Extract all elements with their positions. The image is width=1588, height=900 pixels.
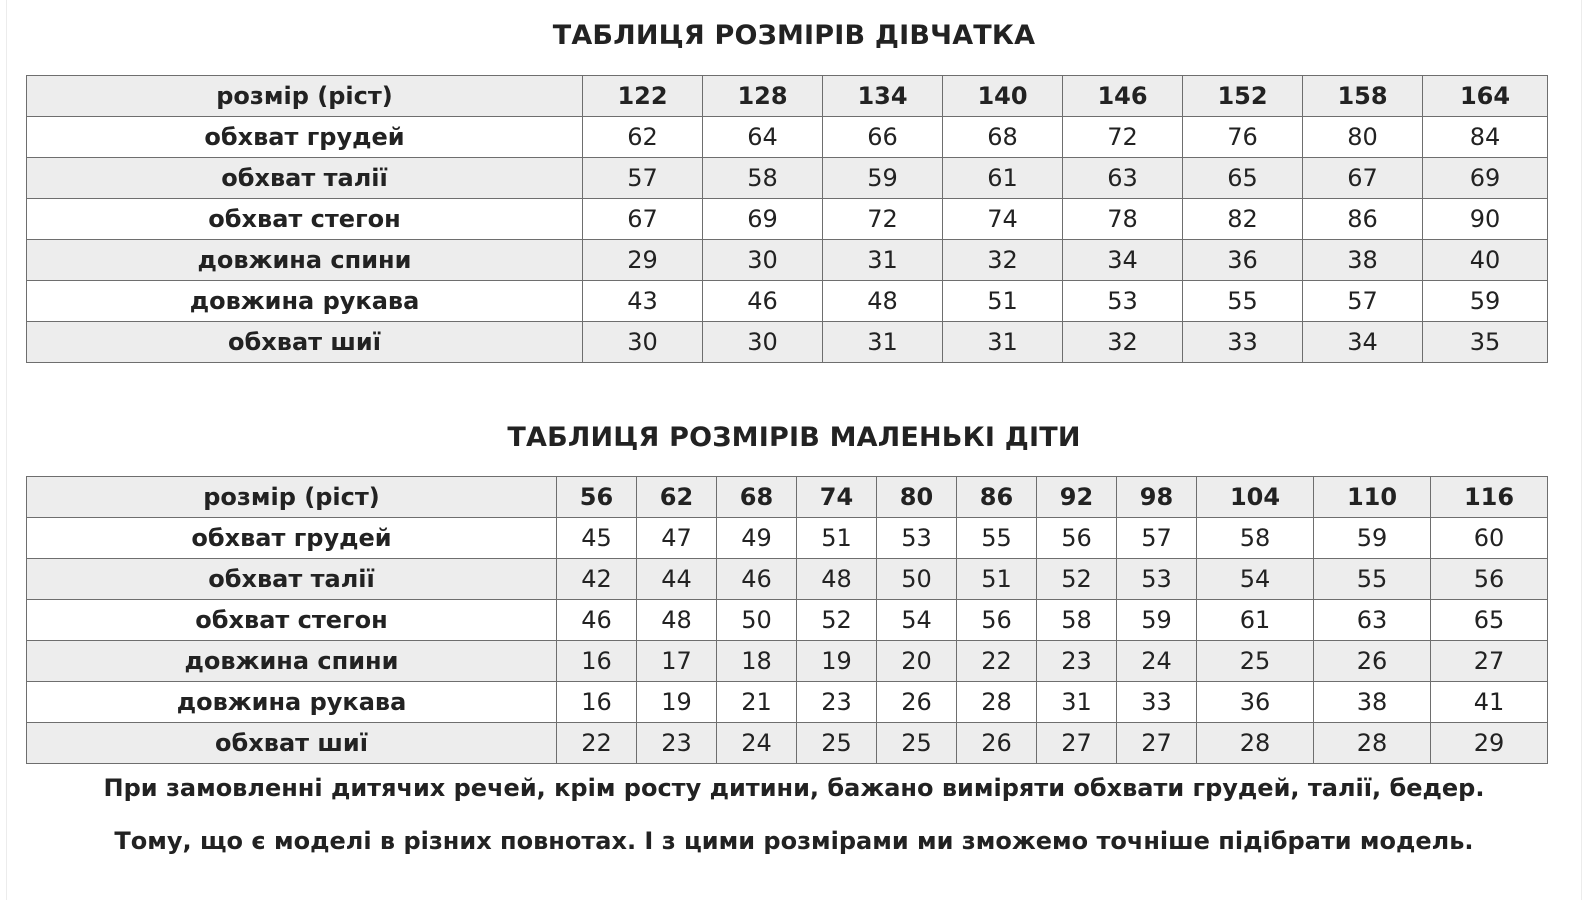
measurement-value-cell: 59 (1314, 518, 1431, 559)
table-row (27, 322, 1548, 363)
fullness-note: Тому, що є моделі в різних повнотах. І з цими розмірами ми зможемо точніше підібрати модель. (114, 827, 1474, 855)
measurement-value-cell: 76 (1183, 117, 1303, 158)
measurement-value-cell: 20 (877, 641, 957, 682)
measurement-label-cell: обхват талії (27, 158, 583, 199)
measurement-value-cell: 18 (717, 641, 797, 682)
measurement-value-cell: 44 (637, 559, 717, 600)
size-header-cell: 104 (1197, 477, 1314, 518)
girls-size-table-title: ТАБЛИЦЯ РОЗМІРІВ ДІВЧАТКА (552, 20, 1036, 51)
table-row (27, 240, 1548, 281)
size-header-cell: 74 (797, 477, 877, 518)
measurement-value-cell: 25 (797, 723, 877, 764)
measurement-value-cell: 25 (1197, 641, 1314, 682)
table-row (27, 723, 1548, 764)
measurement-value-cell: 72 (1063, 117, 1183, 158)
measurement-value-cell: 40 (1423, 240, 1548, 281)
measurement-value-cell: 51 (957, 559, 1037, 600)
measurement-value-cell: 34 (1063, 240, 1183, 281)
measurement-value-cell: 53 (877, 518, 957, 559)
measurement-value-cell: 35 (1423, 322, 1548, 363)
measurement-value-cell: 56 (1037, 518, 1117, 559)
measurement-value-cell: 62 (583, 117, 703, 158)
measurement-value-cell: 78 (1063, 199, 1183, 240)
size-header-cell: 62 (637, 477, 717, 518)
measurement-value-cell: 58 (703, 158, 823, 199)
measurement-value-cell: 31 (943, 322, 1063, 363)
measurement-value-cell: 33 (1117, 682, 1197, 723)
measurement-value-cell: 27 (1037, 723, 1117, 764)
size-header-cell: 116 (1431, 477, 1548, 518)
measurement-value-cell: 22 (557, 723, 637, 764)
measurement-value-cell: 63 (1314, 600, 1431, 641)
measurement-value-cell: 43 (583, 281, 703, 322)
size-header-cell: 68 (717, 477, 797, 518)
measurement-value-cell: 36 (1197, 682, 1314, 723)
table-header-row (27, 477, 1548, 518)
measurement-value-cell: 24 (717, 723, 797, 764)
measurement-value-cell: 31 (823, 322, 943, 363)
table-row (27, 600, 1548, 641)
measurement-value-cell: 69 (1423, 158, 1548, 199)
measurement-value-cell: 80 (1303, 117, 1423, 158)
measurement-value-cell: 58 (1197, 518, 1314, 559)
measurement-value-cell: 52 (797, 600, 877, 641)
size-header-cell: 146 (1063, 76, 1183, 117)
size-header-cell: 56 (557, 477, 637, 518)
size-header-cell: 110 (1314, 477, 1431, 518)
measurement-value-cell: 48 (823, 281, 943, 322)
measurement-label-cell: обхват стегон (27, 199, 583, 240)
measurement-value-cell: 59 (823, 158, 943, 199)
measurement-value-cell: 61 (943, 158, 1063, 199)
size-header-cell: 164 (1423, 76, 1548, 117)
measurement-value-cell: 64 (703, 117, 823, 158)
size-header-cell: 86 (957, 477, 1037, 518)
measurement-value-cell: 57 (1303, 281, 1423, 322)
measurement-value-cell: 46 (717, 559, 797, 600)
size-header-cell: 152 (1183, 76, 1303, 117)
measurement-value-cell: 48 (797, 559, 877, 600)
size-header-cell: 98 (1117, 477, 1197, 518)
size-header-cell: 122 (583, 76, 703, 117)
measurement-value-cell: 28 (1197, 723, 1314, 764)
measurement-value-cell: 22 (957, 641, 1037, 682)
measurement-value-cell: 41 (1431, 682, 1548, 723)
measurement-label-cell: довжина рукава (27, 682, 557, 723)
measurement-value-cell: 63 (1063, 158, 1183, 199)
table-row (27, 117, 1548, 158)
table-row (27, 199, 1548, 240)
measurement-value-cell: 53 (1117, 559, 1197, 600)
measurement-value-cell: 57 (583, 158, 703, 199)
measurement-value-cell: 29 (1431, 723, 1548, 764)
measurement-value-cell: 21 (717, 682, 797, 723)
measurement-value-cell: 46 (703, 281, 823, 322)
measurement-value-cell: 74 (943, 199, 1063, 240)
table-row (27, 281, 1548, 322)
measurement-value-cell: 60 (1431, 518, 1548, 559)
measurement-label-cell: обхват шиї (27, 723, 557, 764)
girls-size-table (26, 75, 1548, 363)
measurement-value-cell: 67 (1303, 158, 1423, 199)
measurement-value-cell: 72 (823, 199, 943, 240)
measurement-value-cell: 51 (797, 518, 877, 559)
measurement-value-cell: 24 (1117, 641, 1197, 682)
table-header-row (27, 76, 1548, 117)
measurement-value-cell: 59 (1423, 281, 1548, 322)
toddlers-size-table-title: ТАБЛИЦЯ РОЗМІРІВ МАЛЕНЬКІ ДІТИ (507, 422, 1081, 453)
table-row (27, 158, 1548, 199)
measurement-value-cell: 65 (1431, 600, 1548, 641)
measurement-value-cell: 51 (943, 281, 1063, 322)
measurement-value-cell: 16 (557, 641, 637, 682)
measurement-label-cell: обхват стегон (27, 600, 557, 641)
measurement-value-cell: 45 (557, 518, 637, 559)
measurement-value-cell: 17 (637, 641, 717, 682)
measurement-value-cell: 54 (1197, 559, 1314, 600)
measurement-value-cell: 28 (957, 682, 1037, 723)
table-row (27, 641, 1548, 682)
measurement-value-cell: 86 (1303, 199, 1423, 240)
header-label-cell: розмір (ріст) (27, 76, 583, 117)
size-header-cell: 158 (1303, 76, 1423, 117)
measurement-value-cell: 33 (1183, 322, 1303, 363)
measurement-value-cell: 58 (1037, 600, 1117, 641)
measurement-value-cell: 29 (583, 240, 703, 281)
table-row (27, 518, 1548, 559)
measurement-label-cell: довжина рукава (27, 281, 583, 322)
measurement-value-cell: 82 (1183, 199, 1303, 240)
measurement-value-cell: 36 (1183, 240, 1303, 281)
measurement-value-cell: 67 (583, 199, 703, 240)
measurement-value-cell: 28 (1314, 723, 1431, 764)
measurement-label-cell: довжина спини (27, 240, 583, 281)
table-row (27, 682, 1548, 723)
measurement-value-cell: 31 (1037, 682, 1117, 723)
measurement-value-cell: 52 (1037, 559, 1117, 600)
size-header-cell: 80 (877, 477, 957, 518)
header-label-cell: розмір (ріст) (27, 477, 557, 518)
measurement-value-cell: 25 (877, 723, 957, 764)
measurement-value-cell: 27 (1117, 723, 1197, 764)
ordering-note: При замовленні дитячих речей, крім росту дитини, бажано виміряти обхвати грудей, талії, бедер. (103, 774, 1485, 802)
measurement-label-cell: обхват грудей (27, 117, 583, 158)
measurement-value-cell: 61 (1197, 600, 1314, 641)
measurement-value-cell: 50 (717, 600, 797, 641)
measurement-value-cell: 19 (797, 641, 877, 682)
measurement-value-cell: 30 (703, 322, 823, 363)
measurement-value-cell: 26 (957, 723, 1037, 764)
measurement-label-cell: обхват грудей (27, 518, 557, 559)
measurement-value-cell: 30 (583, 322, 703, 363)
measurement-value-cell: 65 (1183, 158, 1303, 199)
measurement-value-cell: 47 (637, 518, 717, 559)
measurement-value-cell: 49 (717, 518, 797, 559)
table-row (27, 559, 1548, 600)
toddlers-size-table (26, 476, 1548, 764)
size-header-cell: 92 (1037, 477, 1117, 518)
measurement-value-cell: 26 (1314, 641, 1431, 682)
measurement-value-cell: 68 (943, 117, 1063, 158)
measurement-value-cell: 55 (1183, 281, 1303, 322)
measurement-value-cell: 48 (637, 600, 717, 641)
measurement-value-cell: 50 (877, 559, 957, 600)
measurement-value-cell: 32 (943, 240, 1063, 281)
size-header-cell: 134 (823, 76, 943, 117)
measurement-value-cell: 26 (877, 682, 957, 723)
measurement-value-cell: 16 (557, 682, 637, 723)
measurement-value-cell: 46 (557, 600, 637, 641)
size-header-cell: 140 (943, 76, 1063, 117)
measurement-value-cell: 32 (1063, 322, 1183, 363)
measurement-value-cell: 59 (1117, 600, 1197, 641)
measurement-label-cell: обхват шиї (27, 322, 583, 363)
measurement-value-cell: 56 (957, 600, 1037, 641)
measurement-value-cell: 31 (823, 240, 943, 281)
measurement-value-cell: 30 (703, 240, 823, 281)
measurement-value-cell: 23 (797, 682, 877, 723)
measurement-value-cell: 69 (703, 199, 823, 240)
measurement-label-cell: довжина спини (27, 641, 557, 682)
measurement-value-cell: 55 (1314, 559, 1431, 600)
size-header-cell: 128 (703, 76, 823, 117)
measurement-value-cell: 53 (1063, 281, 1183, 322)
measurement-value-cell: 38 (1314, 682, 1431, 723)
measurement-value-cell: 54 (877, 600, 957, 641)
measurement-value-cell: 42 (557, 559, 637, 600)
measurement-value-cell: 27 (1431, 641, 1548, 682)
measurement-value-cell: 19 (637, 682, 717, 723)
measurement-value-cell: 23 (1037, 641, 1117, 682)
measurement-value-cell: 56 (1431, 559, 1548, 600)
measurement-value-cell: 34 (1303, 322, 1423, 363)
measurement-value-cell: 38 (1303, 240, 1423, 281)
measurement-value-cell: 23 (637, 723, 717, 764)
measurement-value-cell: 90 (1423, 199, 1548, 240)
measurement-value-cell: 84 (1423, 117, 1548, 158)
measurement-value-cell: 55 (957, 518, 1037, 559)
measurement-label-cell: обхват талії (27, 559, 557, 600)
measurement-value-cell: 66 (823, 117, 943, 158)
measurement-value-cell: 57 (1117, 518, 1197, 559)
